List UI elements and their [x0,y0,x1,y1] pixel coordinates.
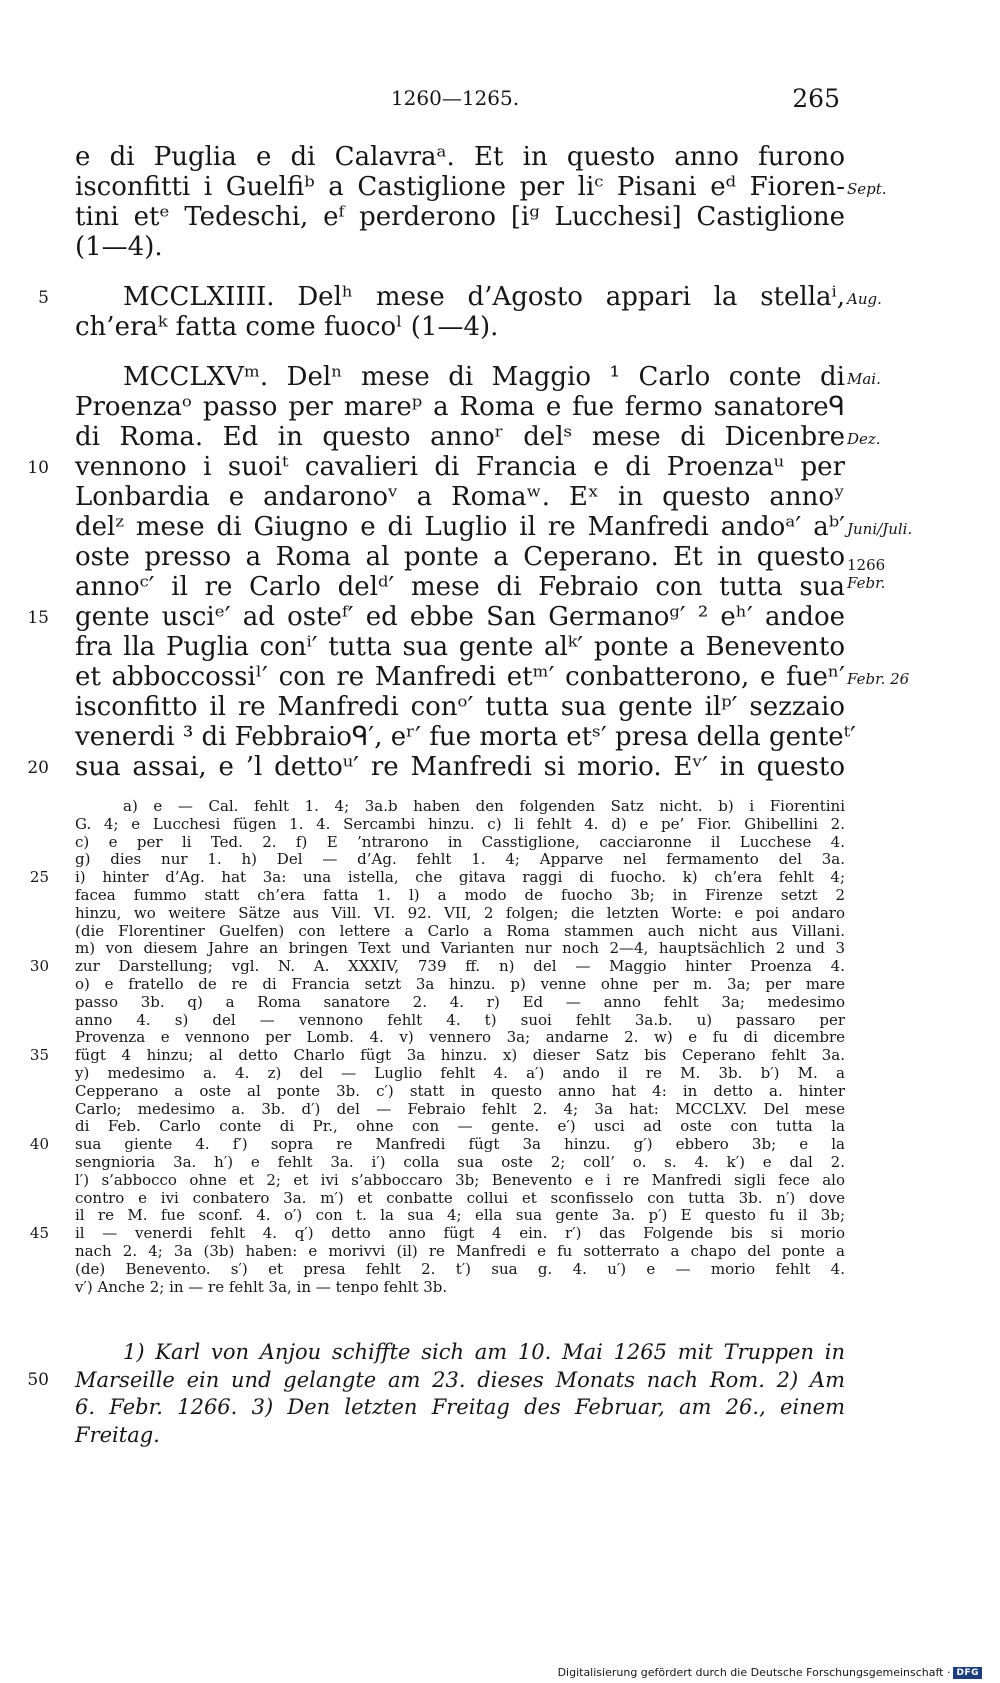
line-text: il re M. fue sconf. 4. o′) con t. la sua 4; ella sua gente 3a. p′) E questo fu il 3b; [75,1206,845,1225]
variant-line [75,834,845,852]
footnote-line [27,1367,845,1395]
line-text: MCCLXIIII. Delʰ mese d’Agosto appari la stellaⁱ, [123,282,845,312]
variant-line [75,923,845,941]
line-text: (1—4). [75,232,163,262]
line-text: MCCLXVᵐ. Delⁿ mese di Maggio ¹ Carlo conte di [123,362,845,392]
line-text: a) e — Cal. fehlt 1. 4; 3a.b haben den folgenden Satz nicht. b) i Fiorentini [123,797,845,815]
page-number: 265 [792,84,840,113]
margin-note [847,556,885,592]
line-text: 6. Febr. 1266. 3) Den letzten Freitag des Februar, am 26., einem [75,1395,845,1419]
line-number: 40 [29,1135,49,1154]
text-line [75,392,845,422]
line-text: gente usciᵉ′ ad osteᶠ′ ed ebbe San Germanoᵍ′ ² eʰ′ andoe [75,602,845,632]
variant-line [75,887,845,905]
variant-line [75,798,845,816]
variant-line [29,868,845,887]
line-number: 5 [38,288,49,308]
line-text: sua assai, e ’l dettoᵘ′ re Manfredi si morio. Eᵛ′ in questo [75,752,845,782]
line-text: passo 3b. q) a Roma sanatore 2. 4. r) Ed — anno fehlt 3a; medesimo [75,992,845,1011]
variant-line [75,905,845,923]
line-text: Provenza e vennono per Lomb. 4. v) vennero 3a; andarne 2. w) e fu di dicembre [75,1028,845,1047]
footnote-line [75,1422,845,1450]
line-number: 25 [29,868,49,887]
line-text: annoᶜ′ il re Carlo delᵈ′ mese di Febraio con tutta sua [75,572,845,602]
line-number: 15 [27,608,49,628]
text-line [75,512,913,542]
variant-line [75,1012,845,1030]
variant-line [75,1172,845,1190]
line-text: hinzu, wo weitere Sätze aus Vill. VI. 92. VII, 2 folgen; die letzten Worte: e poi andaro [75,903,845,922]
line-text: il — venerdi fehlt 4. q′) detto anno fügt 4 ein. r′) das Folgende bis si morio [75,1224,845,1243]
variant-line [75,816,845,834]
line-text: Lonbardia e andaronoᵛ a Romaʷ. Eˣ in questo annoʸ [75,482,845,512]
variant-line [29,957,845,976]
variant-line [29,1224,845,1243]
variant-line [75,1065,845,1083]
line-text: Marseille ein und gelangte am 23. dieses Monats nach Rom. 2) Am [75,1367,845,1392]
line-text: Freitag. [75,1422,160,1447]
line-text: contro e ivi conbatero 3a. m′) et conbatte collui et sconfisselo con tutta 3b. n′) dove [75,1188,845,1207]
line-number: 35 [29,1046,49,1065]
line-number: 30 [29,957,49,976]
line-text: (de) Benevento. s′) et presa fehlt 2. t′) sua g. 4. u′) e — morio fehlt 4. [75,1259,845,1278]
line-text: o) e fratello de re di Francia setzt 3a hinzu. p) venne ohne per m. 3a; per mare [75,974,845,993]
variant-line [75,1261,845,1279]
text-line [27,602,845,632]
line-text: zur Darstellung; vgl. N. A. XXXIV, 739 ff. n) del — Maggio hinter Proenza 4. [75,957,845,976]
line-text: g) dies nur 1. h) Del — d’Ag. fehlt 1. 4; Apparve nel fermamento del 3a. [75,850,845,869]
line-text: fra lla Puglia conⁱ′ tutta sua gente alᵏ′ ponte a Benevento [75,632,845,662]
line-text: (die Florentiner Guelfen) con lettere a Carlo a Roma stammen auch nicht aus Villani. [75,921,845,940]
text-line [75,692,845,722]
margin-note: Sept. [847,180,887,198]
margin-note: Mai. [847,370,881,388]
line-text: c) e per li Ted. 2. f) E ’ntrarono in Casstiglione, cacciaronne il Lucchese 4. [75,832,845,851]
text-line [75,632,845,662]
variant-line [75,994,845,1012]
line-text: venerdi ³ di Febbraioᑫ′, eʳ′ fue morta etˢ′ presa della genteᵗ′ [75,722,856,752]
text-line [38,282,882,312]
variant-line [75,1154,845,1172]
margin-note-line: 1266 [847,556,886,574]
line-text: v′) Anche 2; in — re fehlt 3a, in — tenpo fehlt 3b. [75,1277,448,1296]
line-text: m) von diesem Jahre an bringen Text und Varianten nur noch 2—4, hauptsächlich 2 und 3 [75,939,845,958]
line-text: e di Puglia e di Calavraᵃ. Et in questo anno furono [75,142,845,172]
line-text: et abboccossiˡ′ con re Manfredi etᵐ′ conbatterono, e fueⁿ′ [75,662,845,692]
line-text: anno 4. s) del — vennono fehlt 4. t) suoi fehlt 3a.b. u) passaro per [75,1010,845,1029]
variant-line [75,1243,845,1261]
variant-line [75,976,845,994]
variant-apparatus [29,797,845,1296]
variant-line [29,1135,845,1154]
variant-line [75,1101,845,1119]
line-text: di Roma. Ed in questo annoʳ delˢ mese di Dicenbre [75,422,845,452]
line-text: G. 4; e Lucchesi fügen 1. 4. Sercambi hinzu. c) li fehlt 4. d) e pe’ Fior. Ghibellini 2. [75,814,845,833]
line-text: i) hinter d’Ag. hat 3a: una istella, che gitava raggi di fuocho. k) ch’era fehlt 4; [75,868,845,887]
line-text: nach 2. 4; 3a (3b) haben: e morivvi (il) re Manfredi e fu sotterrato a chapo del ponte a [75,1241,845,1260]
main-text [27,142,913,782]
text-line [75,312,845,342]
footnotes [27,1339,845,1449]
footnote-line [75,1339,845,1367]
line-number: 10 [27,458,49,478]
variant-line [75,1118,845,1136]
margin-note: Aug. [847,290,882,308]
line-text: Carlo; medesimo a. 3b. d′) del — Febraio fehlt 2. 4; 3a hat: MCCLXV. Del mese [75,1099,845,1118]
line-text: Cepperano a oste al ponte 3b. c′) statt in questo anno hat 4: in detto a. hinter [75,1081,845,1100]
variant-line [75,1190,845,1208]
variant-line [75,1029,845,1047]
text-line [27,752,845,782]
variant-line [75,1207,845,1225]
line-text: sengnioria 3a. h′) e fehlt 3a. i′) colla sua oste 2; coll’ o. s. 4. k′) e dal 2. [75,1152,845,1171]
text-line [75,232,845,262]
text-line [75,202,845,232]
variant-line [75,1083,845,1101]
margin-note: Juni/Juli. [847,520,913,538]
text-line [75,422,881,452]
text-line [27,452,845,482]
footer [558,1666,982,1679]
line-text: 1) Karl von Anjou schiffte sich am 10. Mai 1265 mit Truppen in [123,1340,845,1364]
running-title: 1260—1265. [390,86,520,110]
footer-credit: Digitalisierung gefördert durch die Deutsche Forschungsgemeinschaft · [557,1666,951,1679]
line-text: delᶻ mese di Giugno e di Luglio il re Manfredi andoᵃ′ aᵇ′ [75,512,845,542]
text-line [75,172,887,202]
line-number: 50 [27,1369,49,1390]
line-text: facea fummo statt ch’era fatta 1. l) a modo de fuocho 3b; in Firenze setzt 2 [75,885,845,904]
text-line [75,362,881,392]
variant-line [75,940,845,958]
text-line [75,722,856,752]
margin-note: Febr. 26 [847,670,910,688]
line-text: vennono i suoiᵗ cavalieri di Francia e di Proenzaᵘ per [75,452,845,482]
line-text: tini etᵉ Tedeschi, eᶠ perderono [iᵍ Lucchesi] Castiglione [75,202,845,232]
line-text: ch’eraᵏ fatta come fuocoˡ (1—4). [75,312,499,342]
text-line [75,542,845,572]
line-text: oste presso a Roma al ponte a Ceperano. Et in questo [75,542,845,572]
line-text: fügt 4 hinzu; al detto Charlo fügt 3a hinzu. x) dieser Satz bis Ceperano fehlt 3a. [75,1046,845,1065]
line-text: y) medesimo a. 4. z) del — Luglio fehlt 4. a′) ando il re M. 3b. b′) M. a [75,1063,845,1082]
margin-note: Dez. [847,430,881,448]
line-number: 20 [27,758,49,778]
line-text: l′) s’abbocco ohne et 2; et ivi s’abboccaro 3b; Benevento e i re Manfredi sigli fece alo [75,1170,845,1189]
footnote-line [75,1394,845,1422]
variant-line [75,851,845,869]
text-line [75,482,845,512]
line-text: isconfitti i Guelfiᵇ a Castiglione per liᶜ Pisani eᵈ Fioren- [75,172,845,202]
variant-line [75,1279,845,1297]
line-text: isconfitto il re Manfredi conᵒ′ tutta sua gente ilᵖ′ sezzaio [75,692,845,722]
page-header [70,80,840,114]
text-line [75,662,910,692]
line-number: 45 [29,1224,49,1243]
line-text: Proenzaᵒ passo per mareᵖ a Roma e fue fermo sanatoreᑫ [75,392,845,422]
margin-note-line: Febr. [847,574,886,592]
text-line [75,142,845,172]
variant-line [29,1046,845,1065]
line-text: sua giente 4. f′) sopra re Manfredi fügt 3a hinzu. g′) ebbero 3b; e la [75,1135,845,1154]
line-text: di Feb. Carlo conte di Pr., ohne con — gente. e′) usci ad oste con tutta la [75,1117,845,1136]
dfg-logo: DFG [953,1667,982,1679]
